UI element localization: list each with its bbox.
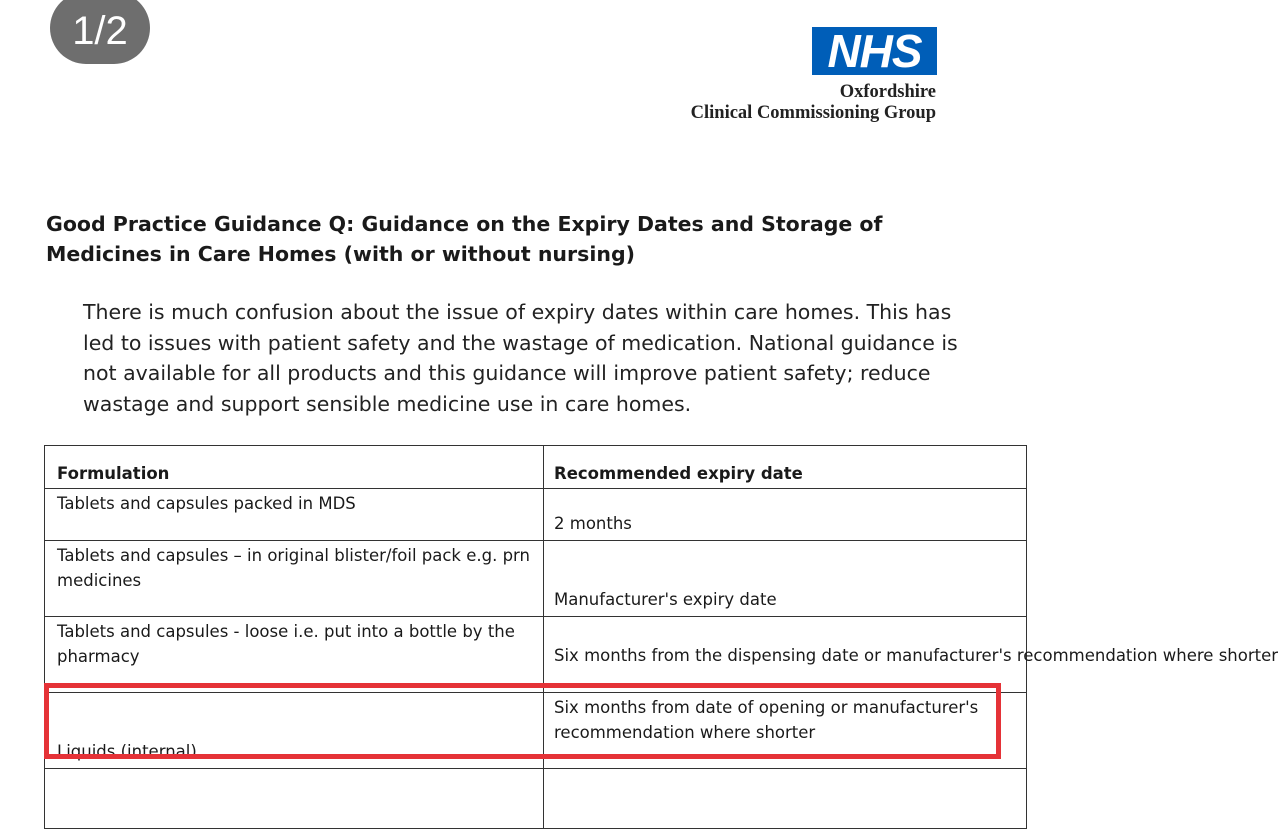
expiry-cell: Six months from date of opening or manufacturer's recommendation where shorter: [544, 693, 1027, 769]
org-line-2: Clinical Commissioning Group: [690, 103, 936, 123]
header-expiry: Recommended expiry date: [544, 446, 1027, 489]
table-row: [45, 769, 1027, 829]
formulation-cell: Tablets and capsules - loose i.e. put into a bottle by the pharmacy: [45, 617, 544, 693]
formulation-cell: Tablets and capsules – in original blister/foil pack e.g. prn medicines: [45, 541, 544, 617]
table-header-row: [45, 446, 1027, 489]
table-row: [45, 489, 1027, 541]
expiry-table: [44, 445, 1278, 785]
expiry-cell: 2 months: [544, 489, 1027, 541]
page-indicator[interactable]: 1/2: [50, 0, 150, 64]
formulation-cell: Liquids (internal): [45, 693, 544, 769]
expiry-cell: Six months from the dispensing date or manufacturer's recommendation where shorter: [544, 617, 1027, 693]
intro-paragraph: There is much confusion about the issue of expiry dates within care homes. This has led to issues with patient safety and the wastage of medication. National guidance is not available for all products and this guidance will improve patient safety; reduce wastage and support sensible medicine use in care homes.: [83, 300, 958, 416]
formulation-cell: Tablets and capsules packed in MDS: [45, 489, 544, 541]
table-row: [45, 541, 1027, 617]
document-title: Good Practice Guidance Q: Guidance on the Expiry Dates and Storage of Medicines in Care Homes (with or without nursing): [46, 212, 883, 266]
table-row: [45, 693, 1027, 769]
nhs-logo-text: NHS: [827, 25, 922, 77]
expiry-cell: [544, 769, 1027, 829]
table-row: [45, 617, 1027, 693]
header-formulation: Formulation: [45, 446, 544, 489]
expiry-cell: Manufacturer's expiry date: [544, 541, 1027, 617]
org-line-1: Oxfordshire: [839, 82, 936, 102]
formulation-cell: [45, 769, 544, 829]
organisation-name: [691, 82, 936, 124]
nhs-logo: [812, 27, 937, 75]
